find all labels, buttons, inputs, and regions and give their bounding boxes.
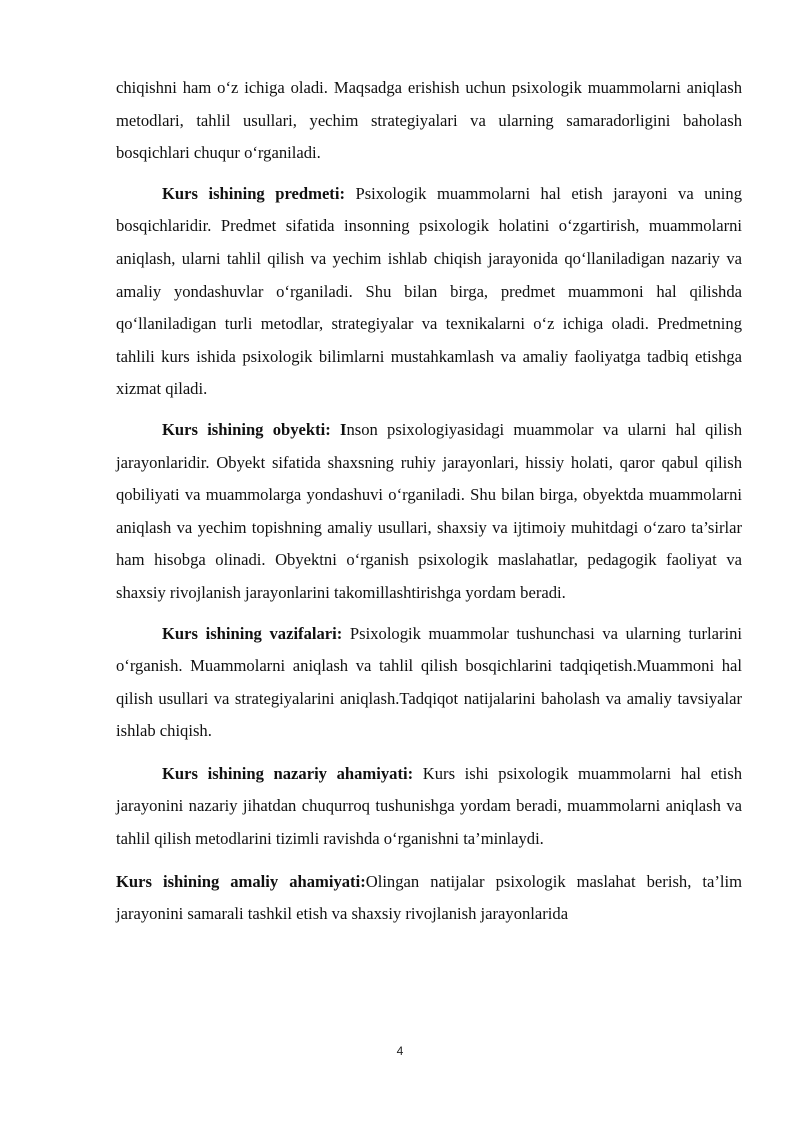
paragraph-heading: Kurs ishining obyekti: I <box>162 419 347 439</box>
paragraph-tasks <box>116 618 742 748</box>
paragraph-text: Kurs ishi psixologik muammolarni hal etish jarayonini nazariy jihatdan chuqurroq tushunishga yordam beradi, muammolarni aniqlash va tahlil qilish metodlarini tizimli ravishda o‘rganishni ta’minlaydi. <box>116 763 742 849</box>
document-page <box>116 72 742 931</box>
paragraph-theoretical-significance <box>116 758 742 856</box>
paragraph-text: Psixologik muammolar tushunchasi va ularning turlarini o‘rganish. Muammolarni aniqlash va tahlil qilish bosqichlarini tadqiqetish.Muammoni hal qilish usullari va strategiyalarini aniqlash.Tadqiqot natijalarini baholash va amaliy tavsiyalar ishlab chiqish. <box>116 623 743 741</box>
paragraph-heading: Kurs ishining nazariy ahamiyati: <box>162 763 414 783</box>
paragraph-text: chiqishni ham o‘z ichiga oladi. Maqsadga erishish uchun psixologik muammolarni aniqlash metodlari, tahlil usullari, yechim strategiyalari va ularning samaradorligini baholash bosqichlari chuqur o‘rganiladi. <box>116 78 742 163</box>
paragraph-subject <box>116 178 742 406</box>
paragraph-text: Psixologik muammolarni hal etish jarayoni va uning bosqichlaridir. Predmet sifatida insonning psixologik holatini o‘zgartirish, muammolarni aniqlash, ularni tahlil qilish va yechim ishlab chiqish jarayonida qo‘llaniladigan nazariy va amaliy yondashuvlar o‘rganiladi. Shu bilan birga, predmet muammoni hal qilishda qo‘llaniladigan turli metodlar, strategiyalar va texnikalarni o‘z ichiga oladi. Predmetning tahlili kurs ishida psixologik bilimlarni mustahkamlash va amaliy faoliyatga tadbiq etishga xizmat qiladi. <box>116 183 742 399</box>
paragraph-text: nson psixologiyasidagi muammolar va ularni hal qilish jarayonlaridir. Obyekt sifatida shaxsning ruhiy jarayonlari, hissiy holati, qaror qabul qilish qobiliyati va muammolarga yondashuvi o‘rganiladi. Shu bilan birga, obyektda muammolarni aniqlash va yechim topishning amaliy usullari, shaxsiy va ijtimoiy muhitdagi o‘zaro ta’sirlar ham hisobga olinadi. Obyektni o‘rganish psixologik maslahatlar, pedagogik faoliyat va shaxsiy rivojlanish jarayonlarini takomillashtirishga yordam beradi. <box>116 419 742 602</box>
paragraph-text: Olingan natijalar psixologik maslahat berish, ta’lim jarayonini samarali tashkil etish va shaxsiy rivojlanish jarayonlarida <box>116 871 742 924</box>
paragraph-object <box>116 414 742 610</box>
paragraph-practical-significance <box>116 866 742 931</box>
paragraph-heading: Kurs ishining predmeti: <box>162 183 345 203</box>
paragraph-continuation <box>116 72 742 170</box>
paragraph-heading: Kurs ishining vazifalari: <box>162 623 343 643</box>
paragraph-heading: Kurs ishining amaliy ahamiyati: <box>116 871 366 891</box>
page-number: 4 <box>396 1044 404 1058</box>
